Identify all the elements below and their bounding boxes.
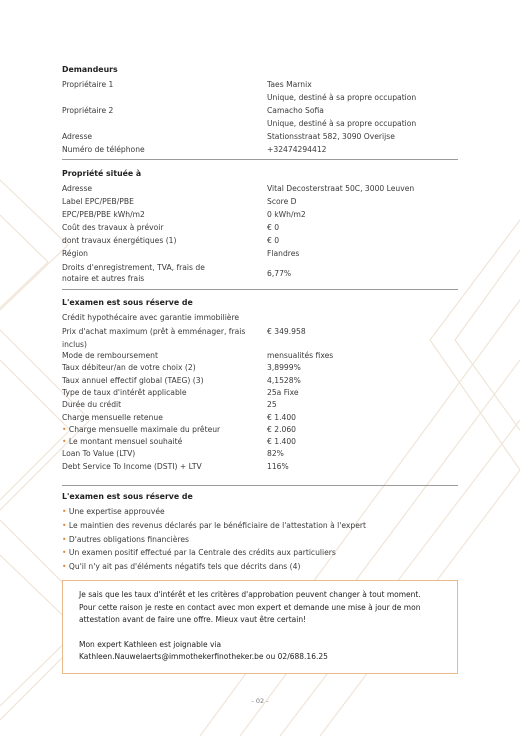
bullet-icon: •	[62, 437, 67, 447]
contact-details: Kathleen.Nauwelaerts@immothekerfinotheker.be ou 02/688.16.25	[79, 652, 328, 662]
row-value: mensualités fixes	[267, 351, 334, 360]
section-title-conditions: L'examen est sous réserve de	[62, 492, 193, 501]
row-label-text: Taux débiteur/an de votre choix (2)	[62, 363, 196, 373]
row-label: Coût des travaux à prévoir	[62, 223, 164, 232]
notice-box	[62, 580, 458, 674]
row-label	[62, 349, 262, 362]
row-label: Propriétaire 1	[62, 80, 114, 89]
row-value: Score D	[267, 197, 297, 206]
row-label: notaire et autres frais	[62, 274, 145, 283]
row-label-text: Debt Service To Income (DSTI) + LTV	[62, 461, 202, 471]
row-value: Flandres	[267, 249, 300, 258]
row-value: Unique, destiné à sa propre occupation	[267, 119, 417, 128]
row-label-text: Mode de remboursement	[62, 351, 158, 360]
section-title-propriete: Propriété située à	[62, 169, 142, 178]
bullet-icon: •	[62, 520, 67, 530]
condition-text: Une expertise approuvée	[68, 507, 165, 516]
row-value: Stationsstraat 582, 3090 Overijse	[267, 132, 395, 141]
condition-item	[62, 546, 458, 559]
row-label-text: Type de taux d'intérêt applicable	[62, 387, 187, 397]
row-label	[62, 398, 262, 411]
row-value: 116%	[267, 461, 289, 471]
credit-type: Crédit hypothécaire avec garantie immobilière	[62, 313, 240, 322]
row-value: Unique, destiné à sa propre occupation	[267, 93, 417, 102]
section-divider	[62, 289, 458, 290]
row-label	[62, 361, 262, 374]
row-label: Propriétaire 2	[62, 106, 114, 115]
row-label-text: Taux annuel effectif global (TAEG) (3)	[62, 375, 204, 385]
row-value: Camacho Sofia	[267, 106, 324, 115]
row-label-text: Le montant mensuel souhaité	[68, 437, 183, 447]
row-value: 6,77%	[267, 269, 292, 278]
row-label	[62, 460, 262, 473]
notice-line: Je sais que les taux d'intérêt et les critères d'approbation peuvent changer à tout moment.	[79, 590, 421, 599]
row-label	[62, 423, 262, 436]
row-label: Numéro de téléphone	[62, 145, 145, 154]
row-label	[62, 386, 262, 399]
row-label	[62, 447, 262, 460]
row-value: € 0	[267, 236, 280, 245]
condition-item	[62, 533, 458, 546]
row-label	[62, 435, 262, 448]
condition-item	[62, 505, 458, 518]
condition-item	[62, 560, 458, 573]
section-divider	[62, 485, 458, 486]
row-value: 4,1528%	[267, 375, 301, 385]
section-title-examen: L'examen est sous réserve de	[62, 298, 193, 307]
condition-text: Qu'il n'y ait pas d'éléments négatifs tels que décrits dans (4)	[68, 562, 301, 572]
bullet-icon: •	[62, 424, 67, 434]
row-label	[62, 374, 262, 387]
row-label-text: Loan To Value (LTV)	[62, 449, 136, 459]
row-value: € 2.060	[267, 424, 296, 434]
row-label-text: Charge mensuelle retenue	[62, 412, 163, 422]
row-value: +32474294412	[267, 145, 327, 154]
row-value: 82%	[267, 449, 284, 459]
row-label: Prix d'achat maximum (prêt à emménager, frais inclus)	[62, 327, 246, 349]
row-value: Taes Marnix	[267, 80, 312, 89]
condition-text: Un examen positif effectué par la Centrale des crédits aux particuliers	[68, 548, 336, 558]
row-value: € 0	[267, 223, 280, 232]
row-value: 25	[267, 400, 277, 410]
row-label: dont travaux énergétiques (1)	[62, 236, 177, 245]
row-value: € 1.400	[267, 412, 296, 422]
contact-intro: Mon expert Kathleen est joignable via	[79, 639, 222, 649]
notice-line: attestation avant de faire une offre. Mieux vaut être certain!	[79, 615, 307, 625]
section-title-demandeurs: Demandeurs	[62, 65, 118, 74]
condition-text: D'autres obligations financières	[68, 534, 189, 544]
condition-text: Le maintien des revenus déclarés par le bénéficiaire de l'attestation à l'expert	[68, 520, 366, 530]
row-label: Adresse	[62, 132, 93, 141]
row-label: EPC/PEB/PBE kWh/m2	[62, 210, 145, 219]
row-value: € 1.400	[267, 437, 296, 447]
row-label: Label EPC/PEB/PBE	[62, 197, 134, 206]
row-label-text: Durée du crédit	[62, 400, 122, 410]
row-value: 25a Fixe	[267, 387, 299, 397]
bullet-icon: •	[62, 507, 67, 516]
row-label	[62, 411, 262, 424]
row-value: € 349.958	[267, 327, 306, 336]
row-label: Droits d'enregistrement, TVA, frais de	[62, 263, 205, 272]
page-number: - 02 -	[251, 697, 269, 705]
notice-line: Pour cette raison je reste en contact avec mon expert et demande une mise à jour de mon	[79, 602, 421, 612]
row-label: Adresse	[62, 184, 93, 193]
row-value: 3,8999%	[267, 363, 301, 373]
bullet-icon: •	[62, 562, 67, 572]
row-value: 0 kWh/m2	[267, 210, 306, 219]
condition-item	[62, 519, 458, 532]
bullet-icon: •	[62, 548, 67, 558]
bullet-icon: •	[62, 534, 67, 544]
row-value: Vital Decosterstraat 50C, 3000 Leuven	[267, 184, 415, 193]
row-label: Région	[62, 249, 88, 258]
row-label-text: Charge mensuelle maximale du prêteur	[68, 424, 221, 434]
section-divider	[62, 159, 458, 160]
